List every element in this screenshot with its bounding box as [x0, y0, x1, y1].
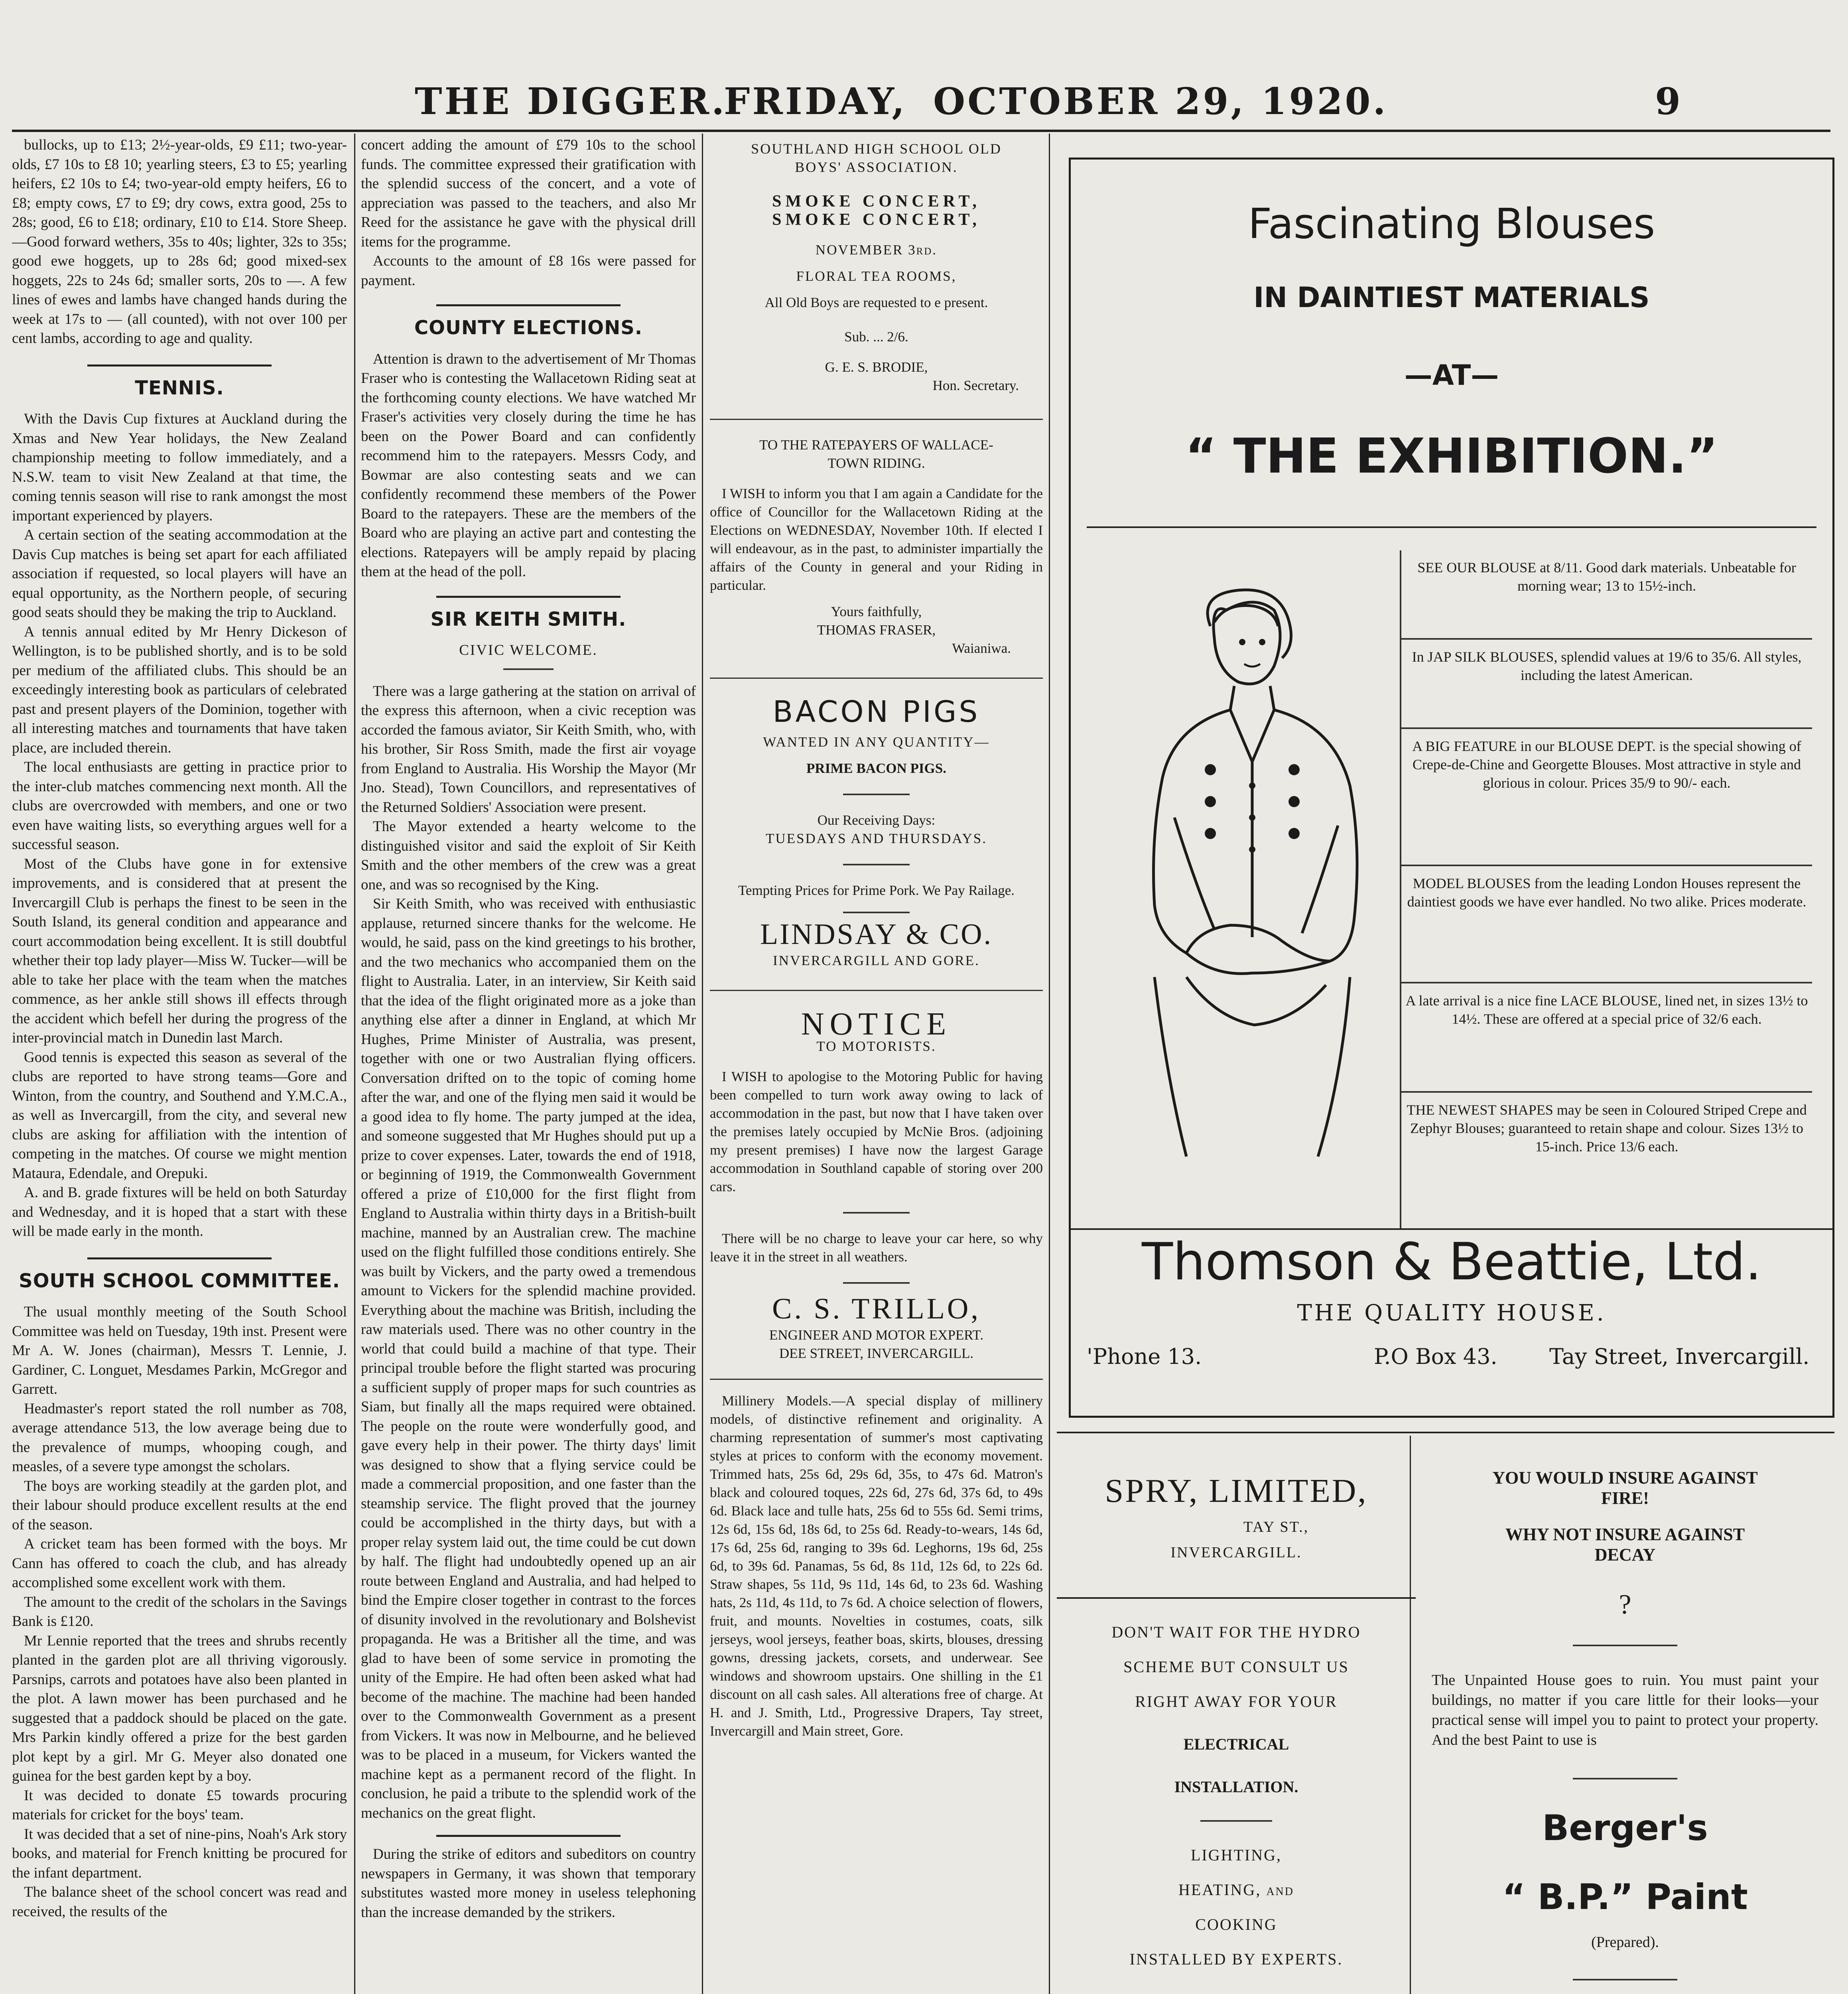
ratepayers-yours: Yours faithfully, [831, 604, 922, 619]
divider [1057, 1597, 1416, 1599]
article-paragraph: It was decided that a set of nine-pins, Noah's Ark story books, and material for French knitting be procured for the infant department. [12, 1826, 347, 1881]
column-rule [1410, 1436, 1411, 1994]
article-paragraph: Mr Lennie reported that the trees and shrubs recently planted in the garden plot are all thriving vigorously. Parsnips, carrots and potatoes have also been planted in the plot. A lawn mower has been purchased and he suggested that a paddock should be placed on the gate. Mrs Parkin kindly offered a prize for the best garden plot kept by a girl. Mr G. Meyer also donated one guinea for the best garden kept by a boy. [12, 1632, 347, 1784]
blouse-item: SEE OUR BLOUSE at 8/11. Good dark materials. Unbeatable for morning wear; 13 to 15½-inch. [1401, 550, 1812, 640]
blouse-items [1400, 550, 1812, 1228]
divider [1071, 1228, 1832, 1230]
masthead-day: FRIDAY, [724, 80, 907, 123]
divider [710, 990, 1043, 991]
blouse-item: A late arrival is a nice fine LACE BLOUSE, lined net, in sizes 13½ to 14½. These are offered at a special price of 32/6 each. [1401, 983, 1812, 1093]
bacon-title: BACON PIGS [772, 695, 980, 729]
article-paragraph: There was a large gathering at the station on arrival of the express this afternoon, when a civic reception was accorded the famous aviator, Sir Keith Smith, who, with his brother, Sir Ross Smith, made the first air voyage from England to Australia. His Worship the Mayor (Mr Jno. Stead), Town Councillors, and representatives of the Returned Soldiers' Association were present. [361, 683, 696, 816]
divider [1573, 1778, 1678, 1779]
ratepayers-place: Waianiwa. [952, 640, 1011, 656]
ratepayers-heading-2: TOWN RIDING. [827, 455, 925, 471]
spry-electrical: ELECTRICAL [1183, 1735, 1289, 1753]
article-paragraph: Headmaster's report stated the roll number as 708, average attendance 513, the low average being due to the prevalence of mumps, whooping cough, and measles, of a severe type amongst the scholars. [12, 1400, 347, 1475]
divider [436, 596, 621, 598]
paint-body: The Unpainted House goes to ruin. You must paint your buildings, no matter if you care little for their looks—your practical sense will impel you to paint to protect your property. And the best Paint to use is [1432, 1672, 1818, 1748]
millinery-paragraph: Millinery Models.—A special display of millinery models, of distinctive refinement and originality. A charming representation of summer's most captivating styles at prices to conform with the economy movement. Trimmed hats, 25s 6d, 29s 6d, 35s, to 47s 6d. Matron's black and coloured toques, 22s 6d, 27s 6d, 37s 6d, to 49s 6d. Black lace and tulle hats, 25s 6d to 55s 6d. Semi trims, 12s 6d, 15s 6d, 18s 6d, to 25s 6d. Ready-to-wears, 14s 6d, 17s 6d, 25s 6d, ranging to 39s 6d. Leghorns, 19s 6d, 25s 6d, to 39s 6d. Panamas, 5s 6d, 8s 11d, 12s 6d, to 22s 6d. Straw shapes, 5s 11d, 9s 11d, 14s 6d, to 23s 6d. Washing hats, 2s 11d, 4s 11d, to 7s 6d. A choice selection of flowers, fruit, and mounts. Novelties in costumes, coats, silk jerseys, wool jerseys, feather boas, skirts, blouses, dressing gowns, dressing jackets, corsets, and underwear. See windows and showroom upstairs. One shilling in the £1 discount on all cash sales. All alterations free of charge. At H. and J. Smith, Ltd., Progressive Drapers, Tay street, Invercargill and Main street, Gore. [710, 1393, 1043, 1739]
bp-paint: “ B.P.” Paint [1502, 1876, 1748, 1917]
divider [436, 1835, 621, 1837]
blouse-item: A BIG FEATURE in our BLOUSE DEPT. is the special showing of Crepe-de-Chine and Georgette Blouses. Most attractive in style and glorious in colour. Prices 35/9 to 90/- each. [1401, 729, 1812, 866]
article-paragraph: With the Davis Cup fixtures at Auckland during the Xmas and New Year holidays, the New Zealand championship meeting to follow immediately, and a N.S.W. team to visit New Zealand at that time, the coming tennis season will rise to rank amongst the most important experienced by players. [12, 411, 347, 524]
article-paragraph: Accounts to the amount of £8 16s were passed for payment. [361, 253, 696, 289]
blouse-illustration-icon [1095, 578, 1406, 1164]
exhibition-title: “ THE EXHIBITION.” [1185, 429, 1718, 484]
blouses-at: —AT— [1404, 359, 1499, 392]
divider [710, 419, 1043, 420]
divider [843, 1212, 910, 1214]
paper-name: THE DIGGER. [415, 80, 727, 123]
keith-subheading: CIVIC WELCOME. [459, 642, 598, 658]
spry-name: SPRY, LIMITED, [1105, 1472, 1368, 1509]
spry-installed: INSTALLED BY EXPERTS. [1129, 1950, 1343, 1968]
concert-date: NOVEMBER 3rd. [815, 242, 938, 258]
smoke-concert-title: SMOKE CONCERT, [772, 211, 981, 229]
column-rule [702, 134, 703, 1994]
divider [710, 1379, 1043, 1380]
spry-dont-wait: DON'T WAIT FOR THE HYDRO [1111, 1623, 1361, 1641]
concert-secretary-title: Hon. Secretary. [932, 378, 1019, 393]
article-paragraph: The amount to the credit of the scholars in the Savings Bank is £120. [12, 1594, 347, 1629]
masthead [0, 80, 1848, 128]
paint-why: WHY NOT INSURE AGAINST [1505, 1525, 1745, 1544]
divider [1573, 1645, 1678, 1646]
market-report: bullocks, up to £13; 2½-year-olds, £9 £11; two-year-olds, £7 10s to £8 10; yearling steers, £3 to £5; yearling heifers, £2 10s to £4; two-year-old empty heifers, £6 to £8; empty cows, £7 to £9; dry cows, extra good, 25s to 28s; good, £6 to £18; ordinary, £10 to £14. Store Sheep.—Good forward wethers, 35s to 40s; lighter, 32s to 35s; good ewe hoggets, up to 28s 6d; good mixed-sex hoggets, 22s to 24s 6d; smaller sorts, 20s to —. A few lines of ewes and lambs have changed hands during the week at 17s to — (all counted), with not over 100 per cent lambs, according to age and quality. [12, 137, 347, 347]
paint-question: ? [1619, 1589, 1631, 1620]
notice-to: TO MOTORISTS. [816, 1038, 936, 1054]
spry-town: INVERCARGILL. [1170, 1544, 1302, 1561]
old-boys-line1: SOUTHLAND HIGH SCHOOL OLD [751, 141, 1002, 157]
column-rule [354, 134, 355, 1994]
divider [843, 794, 910, 795]
paint-advert [1416, 1436, 1834, 1994]
article-paragraph: Sir Keith Smith, who was received with enthusiastic applause, returned sincere thanks for the welcome. He would, he said, pass on the kind greetings to his brother, and the two mechanics who accompanied them on the flight to Australia. Later, in an interview, Sir Keith said that the idea of the flight originated more as a joke than anything else after a dinner in England, at which Mr Hughes, Prime Minister of Australia, was present, together with one or two Australian flying officers. Conversation drifted on to the topic of coming home after the war, and one of the flying men said it would be a good idea to fly home. The party jumped at the idea, and someone suggested that Mr Hughes should put up a prize to cover expenses. Later, towards the end of 1918, or beginning of 1919, the Commonwealth Government offered a prize of £10,000 for the first flight from England to Australia within thirty days in a British-built machine, manned by an Australian crew. The machine used on the flight fulfilled those conditions entirely. She was built by Vickers, and the party owed a tremendous amount to Vickers for the splendid machine provided. Everything about the machine was British, including the raw materials used. There was no other country in the world that could build a machine of that type. Their principal trouble before the flight started was procuring a sufficient supply of proper maps for such countries as Siam, but finally all the maps required were obtained. The people on the route were wonderfully good, and gave every help in their power. The thirty days' limit was designed to show that a flying service could be made a commercial proposition, and one faster than the steamship service. The flight proved that the journey could be accomplished in the thirty days, but with a proper relay system laid out, the time could be cut down by half. The flight had undoubtedly opened up an air route between England and Australia, and had helped to bind the Empire closer together in contrast to the forces of disunity involved in the revolutionary and Bolshevist propaganda. He was a Britisher all the time, and was glad to have been of some service in promoting the unity of the Empire. He had often been asked what had become of the machine. The machine had been handed over to the Commonwealth Government as a present from Vickers. It was now in Melbourne, and he believed was to be placed in a museum, for Vickers wanted the machine kept as a permanent record of the flight. In conclusion, he paid a tribute to the splendid work of the mechanics on the great flight. [361, 896, 696, 1821]
article-paragraph: The local enthusiasts are getting in practice prior to the inter-club matches commencing next month. All the clubs are overcrowded with members, and one or two even have waiting lists, so everything argues well for a successful season. [12, 759, 347, 853]
article-paragraph: The Mayor extended a hearty welcome to the distinguished visitor and said the exploit of Sir Keith Smith and the other members of the crew was a great one, and was so recognised by the King. [361, 818, 696, 893]
ratepayers-body: I WISH to inform you that I am again a Candidate for the office of Councillor for the Wallacetown Riding at the Elections on WEDNESDAY, November 10th. If elected I will endeavour, as in the past, to administer impartially the affairs of the County in general and your Riding in particular. [710, 486, 1043, 593]
blouses-advert [1069, 158, 1834, 1418]
article-paragraph: Attention is drawn to the advertisement of Mr Thomas Fraser who is contesting the Wallacetown Riding seat at the forthcoming county elections. We have watched Mr Fraser's activities very closely during the time he has been on the Power Board and can confidently recommend him to the ratepayers. Messrs Cody, and Bowmar are also contesting seats and we can confidently recommend these members of the Power Board to the ratepayers. These are the members of the Board who are playing an active part and contesting the elections. Ratepayers will be amply repaid by placing them at the head of the poll. [361, 351, 696, 580]
article-paragraph: The boys are working steadily at the garden plot, and their labour should produce excellent results at the end of the season. [12, 1478, 347, 1533]
school-heading: SOUTH SCHOOL COMMITTEE. [19, 1269, 340, 1292]
lindsay-towns: INVERCARGILL AND GORE. [773, 953, 980, 968]
divider [1573, 1979, 1678, 1980]
column-rule [1049, 134, 1050, 1994]
article-paragraph: A tennis annual edited by Mr Henry Dickeson of Wellington, is to be published shortly, and is to be sold per medium of the affiliated clubs. This should be an exceedingly interesting book as particulars of celebrated past and present players of the Dominion, together with all interesting matches and tournaments that have taken place, are included therein. [12, 623, 347, 756]
article-paragraph: Good tennis is expected this season as several of the clubs are reported to have strong teams—Gore and Winton, from the country, and Southend and Y.M.C.A., as well as Invercargill, from the city, and several new clubs are asking for affiliation with the intention of competing in the matches. Of course we might mention Mataura, Edendale, and Orepuki. [12, 1049, 347, 1182]
concert-venue: FLORAL TEA ROOMS, [796, 268, 957, 284]
spry-heating: HEATING, and [1178, 1881, 1294, 1899]
article-paragraph: concert adding the amount of £79 10s to the school funds. The committee expressed their gratification with the splendid success of the concert, and a vote of appreciation was passed to the teachers, and also Mr Reed for the assistance he gave with the physical drill items for the programme. [361, 137, 696, 250]
ratepayers-name: THOMAS FRASER, [817, 622, 936, 638]
blouse-item: In JAP SILK BLOUSES, splendid values at 19/6 to 35/6. All styles, including the latest American. [1401, 640, 1812, 729]
blouses-street: Tay Street, Invercargill. [1549, 1344, 1810, 1369]
bacon-prime: PRIME BACON PIGS. [806, 761, 946, 776]
divider [1200, 1820, 1272, 1822]
bacon-receiving: Our Receiving Days: [817, 812, 936, 828]
tennis-heading: TENNIS. [135, 376, 224, 399]
divider [843, 864, 910, 865]
article-paragraph: A cricket team has been formed with the boys. Mr Cann has offered to coach the club, and has already accomplished some excellent work with them. [12, 1536, 347, 1591]
spry-lighting: LIGHTING, [1190, 1846, 1282, 1864]
bacon-wanted: WANTED IN ANY QUANTITY— [763, 734, 990, 750]
article-paragraph: A. and B. grade fixtures will be held on both Saturday and Wednesday, and it is hoped that a start with these will be made early in the month. [12, 1184, 347, 1239]
thomson-beattie-firm: Thomson & Beattie, Ltd. [1141, 1232, 1762, 1292]
spry-dont-wait-2: SCHEME BUT CONSULT US [1123, 1658, 1349, 1676]
column-2 [361, 136, 696, 1994]
smoke-concert-title: SMOKE CONCERT, [772, 192, 981, 211]
blouse-item: MODEL BLOUSES from the leading London Houses represent the daintiest goods we have ever handled. No two alike. Prices moderate. [1401, 866, 1812, 983]
notice-body: I WISH to apologise to the Motoring Public for having been compelled to turn work away owing to lack of accommodation in the past, but now that I have taken over the premises lately occupied by McNie Bros. (adjoining my present premises) I have now the largest Garage accommodation in Southland capable of storing over 200 cars. [710, 1069, 1043, 1194]
spry-installation: INSTALLATION. [1174, 1778, 1298, 1796]
paint-prepared: (Prepared). [1591, 1934, 1659, 1951]
blouses-phone: 'Phone 13. [1087, 1344, 1202, 1369]
article-paragraph: The balance sheet of the school concert was read and received, the results of the [12, 1884, 347, 1920]
county-heading: COUNTY ELECTIONS. [414, 317, 643, 339]
page-number: 9 [1655, 80, 1683, 123]
bergers-brand: Berger's [1542, 1807, 1708, 1848]
article-paragraph: Most of the Clubs have gone in for extensive improvements, and is considered that at present the Invercargill Club is perhaps the finest to be seen in the South Island, its general condition and appearance and court accommodation being excellent. It is still doubtful whether their top lady player—Miss W. Tucker—will be able to take her place with the team when the matches commence, as her ankle still shows ill effects through the accident which befell her during the progress of the inter-provincial match in Dunedin last March. [12, 855, 347, 1046]
divider [87, 365, 272, 366]
divider [1087, 526, 1816, 528]
article-paragraph: It was decided to donate £5 towards procuring materials for cricket for the boys' team. [12, 1787, 347, 1823]
trillo-trade: ENGINEER AND MOTOR EXPERT. [769, 1327, 984, 1343]
concert-sub: Sub. ... 2/6. [844, 329, 908, 345]
paint-insure: YOU WOULD INSURE AGAINST [1492, 1468, 1758, 1488]
divider [87, 1257, 272, 1259]
blouses-title: Fascinating Blouses [1248, 199, 1655, 248]
keith-heading: SIR KEITH SMITH. [430, 608, 627, 631]
spry-street: TAY ST., [1243, 1519, 1309, 1535]
bacon-tempting: Tempting Prices for Prime Pork. We Pay Railage. [738, 883, 1015, 898]
paint-decay: DECAY [1594, 1545, 1656, 1564]
notice-title: NOTICE [801, 1007, 952, 1042]
divider [1057, 1432, 1834, 1433]
article-paragraph: During the strike of editors and subeditors on country newspapers in Germany, it was shown that temporary substitutes wasted more money in useless telephoning than the increase demanded by the strikers. [361, 1846, 696, 1921]
divider [843, 912, 910, 913]
old-boys-line2: BOYS' ASSOCIATION. [795, 159, 958, 175]
bacon-days: TUESDAYS AND THURSDAYS. [766, 831, 987, 846]
divider [503, 668, 554, 670]
spry-dont-wait-3: RIGHT AWAY FOR YOUR [1135, 1693, 1338, 1710]
quality-house: THE QUALITY HOUSE. [1297, 1300, 1606, 1326]
paint-fire: FIRE! [1601, 1488, 1649, 1508]
masthead-rule [12, 130, 1830, 132]
divider [710, 678, 1043, 679]
article-paragraph: A certain section of the seating accommodation at the Davis Cup matches is being set apart for each affiliated association if requested, so local players will have an equal opportunity, as the Northern people, of securing good seats should they be making the trip to Auckland. [12, 527, 347, 621]
ratepayers-heading: TO THE RATEPAYERS OF WALLACE- [759, 437, 993, 453]
spry-cooking: COOKING [1195, 1915, 1277, 1933]
blouse-item: THE NEWEST SHAPES may be seen in Coloured Striped Crepe and Zephyr Blouses; guaranteed to retain shape and colour. Sizes 13½ to 15-inch. Price 13/6 each. [1407, 1102, 1807, 1155]
column-1 [12, 136, 347, 1994]
blouses-subtitle: IN DAINTIEST MATERIALS [1253, 281, 1650, 314]
concert-note: All Old Boys are requested to e present. [764, 295, 988, 310]
divider [436, 304, 621, 306]
blouses-po-box: P.O Box 43. [1374, 1344, 1497, 1369]
trillo-name: C. S. TRILLO, [772, 1293, 981, 1325]
lindsay-firm: LINDSAY & CO. [760, 918, 993, 951]
article-paragraph: The usual monthly meeting of the South School Committee was held on Tuesday, 19th inst. Present were Mr A. W. Jones (chairman), Messrs T. Lennie, J. Gardiner, C. Longuet, Mesdames Parkin, McGregor and Garrett. [12, 1304, 347, 1397]
concert-secretary: G. E. S. BRODIE, [825, 359, 928, 375]
column-3 [710, 140, 1043, 1994]
masthead-date: OCTOBER 29, 1920. [933, 80, 1388, 123]
divider [843, 1282, 910, 1284]
trillo-address: DEE STREET, INVERCARGILL. [779, 1346, 974, 1361]
notice-free: There will be no charge to leave your car here, so why leave it in the street in all weathers. [710, 1231, 1043, 1265]
spry-advert [1057, 1436, 1416, 1994]
